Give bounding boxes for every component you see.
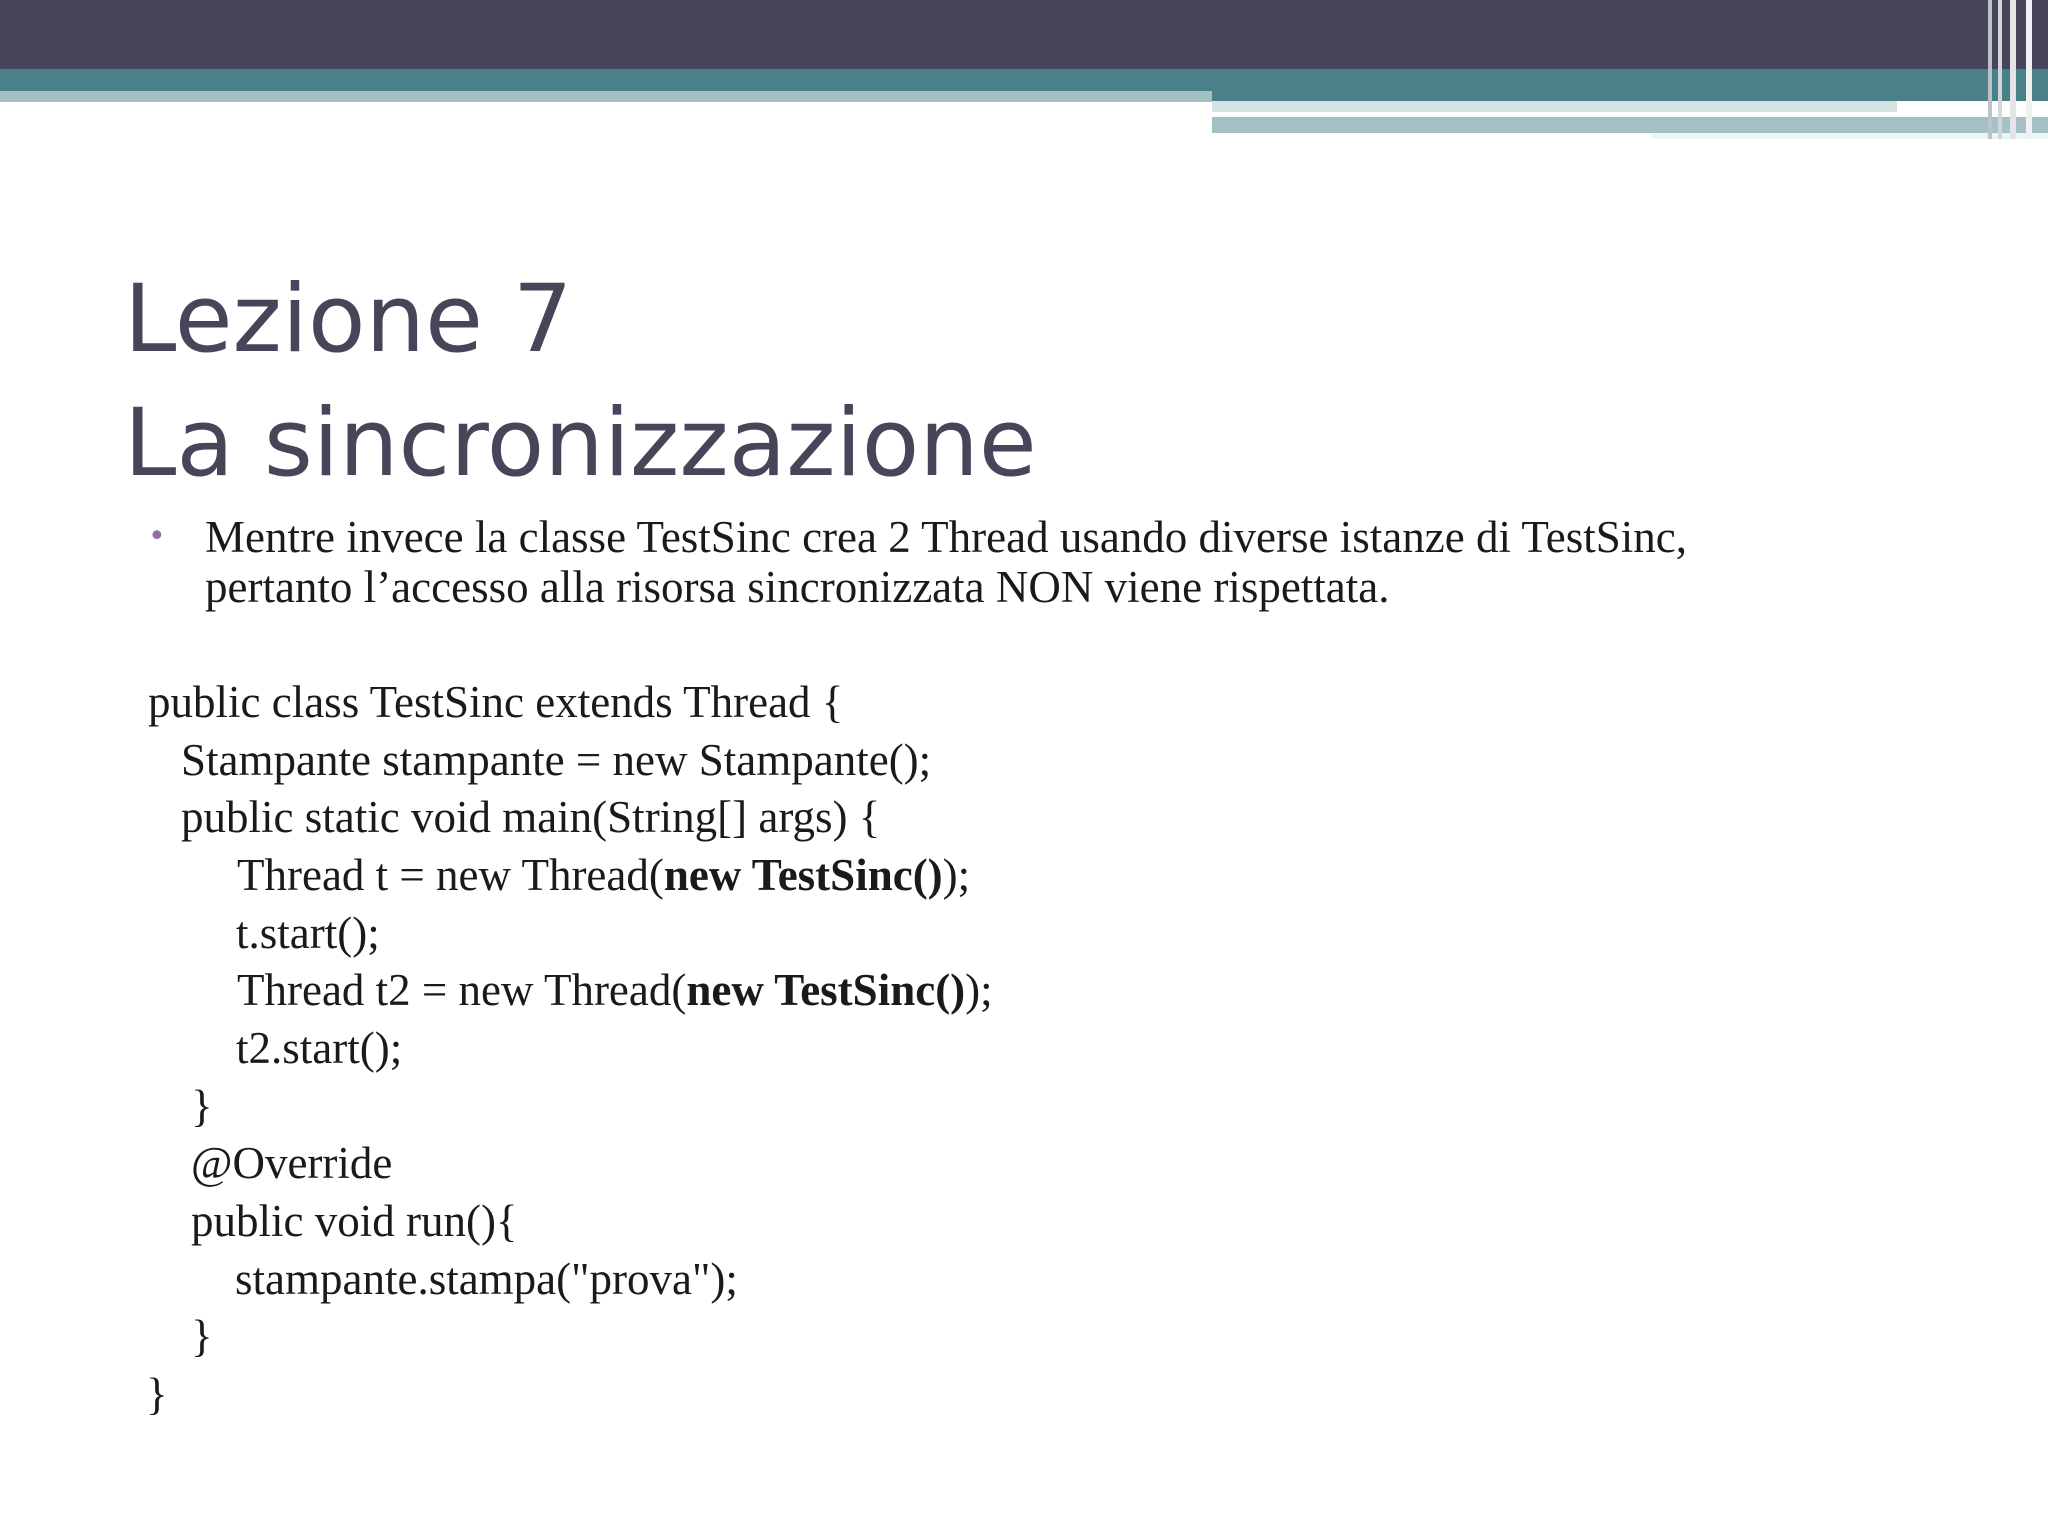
header-vertical-bar <box>1988 0 1992 139</box>
header-vertical-bar <box>1998 0 2002 139</box>
code-line: t2.start(); <box>236 1023 403 1073</box>
header-stripe <box>1212 101 1897 112</box>
bullet-text-line: Mentre invece la classe TestSinc crea 2 Thread usando diverse istanze di TestSinc, <box>205 512 1687 562</box>
code-line: } <box>146 1369 168 1419</box>
header-vertical-bar <box>2026 0 2032 139</box>
slide-title-line: La sincronizzazione <box>124 389 1037 498</box>
code-line: @Override <box>191 1138 393 1188</box>
code-line: Thread t2 = new Thread(new TestSinc()); <box>237 965 993 1015</box>
slide-title-line: Lezione 7 <box>124 265 573 374</box>
bullet-icon: • <box>148 519 166 554</box>
code-line: t.start(); <box>236 908 380 958</box>
bullet-text-line: pertanto l’accesso alla risorsa sincronizzata NON viene rispettata. <box>205 562 1390 612</box>
code-line: } <box>191 1311 213 1361</box>
code-line: } <box>191 1081 213 1131</box>
code-line: public void run(){ <box>191 1196 518 1246</box>
code-line: Thread t = new Thread(new TestSinc()); <box>237 850 971 900</box>
header-stripe <box>1212 117 2048 133</box>
code-line: stampante.stampa("prova"); <box>235 1254 738 1304</box>
header-band-light <box>0 91 1212 102</box>
header-vertical-bar <box>2010 0 2016 139</box>
code-line: Stampante stampante = new Stampante(); <box>181 735 932 785</box>
bullet-text <box>205 512 2005 612</box>
code-line: public static void main(String[] args) { <box>181 792 881 842</box>
code-line: public class TestSinc extends Thread { <box>148 677 844 727</box>
slide-title <box>124 258 1037 506</box>
header-band-dark <box>0 0 2048 69</box>
header-band-teal <box>0 69 2048 91</box>
header-band-teal-right <box>1212 91 2048 101</box>
